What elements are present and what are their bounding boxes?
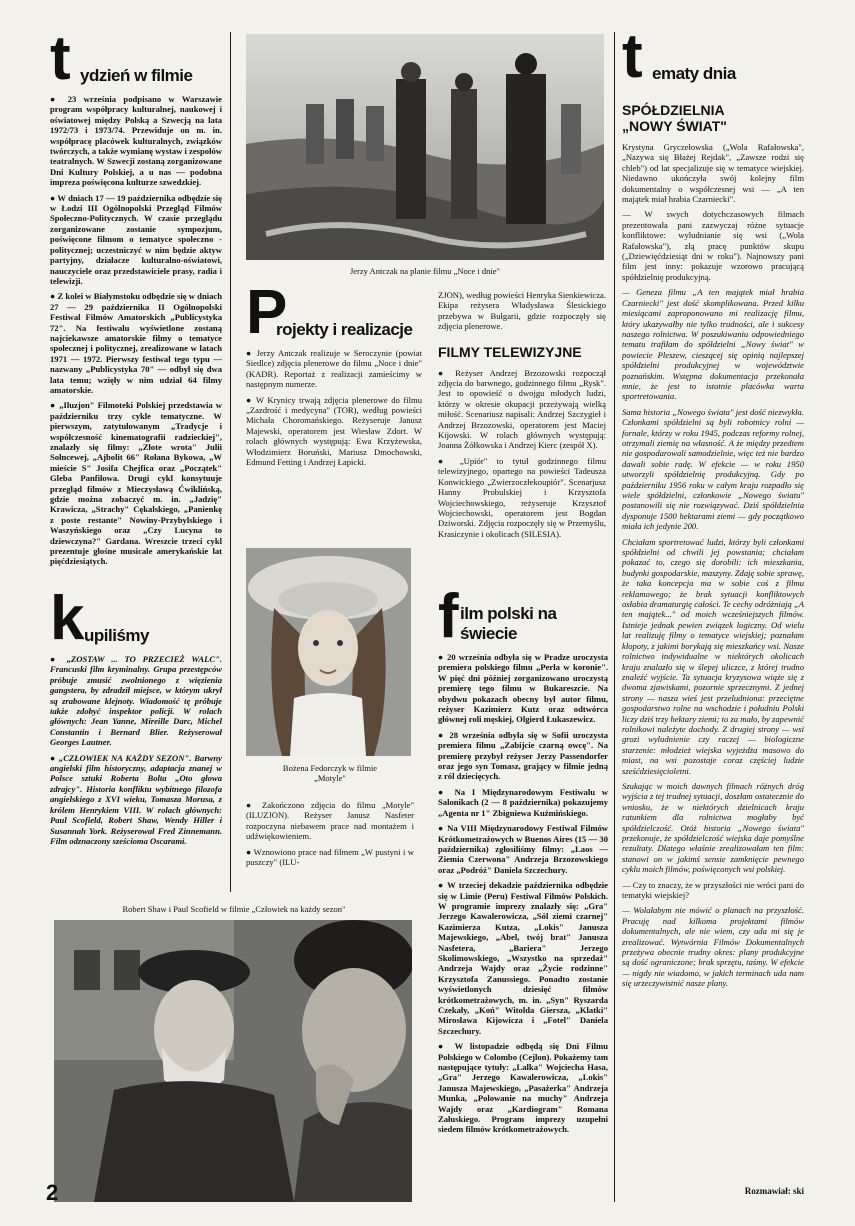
column-telewizyjne bbox=[438, 290, 606, 590]
heading-kupilismy bbox=[50, 594, 222, 654]
heading-initial: t bbox=[622, 32, 640, 91]
photo-illustration bbox=[246, 548, 411, 756]
heading-film-polski bbox=[438, 592, 608, 652]
paragraph: ZJON), według powieści Henryka Sienkiewicza. Ekipa reżysera Władysława Ślesickiego przebywa w Bułgarii, gdzie rozpoczęły się zdjęcia plenerowe. bbox=[438, 290, 606, 332]
heading-initial: f bbox=[438, 592, 456, 651]
heading-initial: k bbox=[50, 594, 82, 653]
photo-caption-motyle: Bożena Fedorczyk w filmie „Motyle" bbox=[282, 763, 378, 783]
film-polski-text bbox=[438, 652, 608, 1135]
heading-rest: upiliśmy bbox=[84, 626, 149, 645]
paragraph: ● Wznowiono prace nad filmem „W pustyni i w puszczy" (ILU- bbox=[246, 846, 414, 868]
column-kupilismy bbox=[50, 594, 222, 892]
paragraph: Krystyna Gryczełowska („Wola Rafałowska", „Nazywa się Błażej Rejdak", „Zawsze rodzi się chleb") od lat specjalizuje się w tematyce wiejskiej. Niedawno ukończyła swój kolejny film dokumentalny o współczesnej wsi — „A ten majątek miał hrabia Czarniecki". bbox=[622, 142, 804, 205]
photo-noce-i-dnie bbox=[246, 34, 604, 260]
heading-projekty bbox=[246, 288, 422, 348]
photo-illustration bbox=[246, 34, 604, 260]
column-tematy-dnia bbox=[622, 32, 804, 1182]
column-divider bbox=[614, 32, 615, 1202]
paragraph: ● „Iluzjon" Filmoteki Polskiej przedstawia w październiku trzy cykle tematyczne. W pierwszym, zatytułowanym „Tradycje i współczesność kinematografii radzieckiej", znalazły się filmy: „Złote wrota" Julii Sołncewej, „Ajbolit 66" Rołana Bykowa, „W mieście S" Josifa Chejfica oraz „Początek" Gleba Panfiłowa. Drugi cykl konsytuuje przegląd filmów z Mieczysławą Ćwiklińską, gdzie można zobaczyć m. in. „Jadzię" Krawicza, „Strachy" Cękalskiego, „Panienkę z poste restante" Nowiny-Przybylskiego i Waszyńskiego oraz „Czy Lucyna to dziewczyna?" Gardana. Wreszcie trzeci cykl prezentuje głośne musicale amerykańskie lat pięćdziesiątych. bbox=[50, 400, 222, 567]
column-projekty bbox=[246, 288, 422, 550]
paragraph: ● Jerzy Antczak realizuje w Seroczynie (powiat Siedlce) zdjęcia plenerowe do filmu „Noce i dnie" (KADR). Reportaż z realizacji zamieścimy w następnym numerze. bbox=[246, 348, 422, 390]
photo-illustration bbox=[54, 920, 412, 1202]
page-number: 2 bbox=[46, 1180, 59, 1205]
paragraph: ● „ZOSTAW ... TO PRZECIEŻ WALC". Francuski film kryminalny. Grupa przestępców próbuje zmusić zwolnionego z więzienia gangstera, by zdradził miejsce, w którym ukrył sq zrabowane klejnoty. Wiadomość tę próbuje także zdobyć inspektor policji. W rolach głównych: Jean Yanne, Mireille Darc, Michel Constantin i Bernard Blier. Reżyserował Georges Lautner. bbox=[50, 654, 222, 748]
paragraph: ● „Upiór" to tytuł godzinnego filmu telewizyjnego, opartego na powieści Tadeusza Konwickiego „Zwierzoczłekoupiór". Scenarjusz Hanny Probulskiej i Krzysztofa Wojciechowskiego, reżyseruje Krzysztof Wojciechowski, operatorem jest Bogdan Dziworski. Zdjęcia rozpoczęły się w Przemyślu, Krasiczynie i okolicach (SILESIA). bbox=[438, 455, 606, 539]
heading-rest: ematy dnia bbox=[652, 64, 736, 83]
heading-rest: ilm polski na świecie bbox=[460, 604, 557, 643]
tematy-subtitle bbox=[622, 102, 804, 134]
telewizyjne-text bbox=[438, 368, 606, 540]
tematy-text bbox=[622, 142, 804, 989]
paragraph: ● 20 września odbyła się w Pradze uroczysta premiera polskiego filmu „Perła w koronie". W pięć dni później zorganizowano uroczystą premierę tego filmu w Bukareszcie. Na obydwu pokazach obecny był autor filmu, reżyser Kazimierz Kutz oraz odtwórca głównej roli męskiej, Olgierd Łukaszewicz. bbox=[438, 652, 608, 725]
paragraph: ● W trzeciej dekadzie października odbędzie się w Limie (Peru) Festiwal Filmów Polskich. W programie imprezy znalazły się: „Gra" Jerzego Kawalerowicza, „Sól ziemi czarnej" Kazimierza Kutza, „Lokis" Janusza Majewskiego, „Abel, twój brat" Janusza Nasfetera, „Bariera" Jerzego Skolimowskiego, „Wszystko na sprzedaż" Andrzeja Wajdy oraz „Życie rodzinne" Krzysztofa Zanussiego. Ponadto zostanie wyświetlonych dziesięć filmów krótkometrażowych, m. in. „Syn" Ryszarda Czekały, „Koń" Witolda Giersza, „Klatki" Mirosława Kijowicza i „Fotel" Daniela Szczechury. bbox=[438, 880, 608, 1036]
paragraph: ● W dniach 17 — 19 października odbędzie się w Łodzi III Ogólnopolski Przegląd Filmów Społeczno-Politycznych. W czasie przeglądu zorganizowane zostanie sympozjum, poświęcone filmom o tematyce społeczno - politycznej; uczestniczyć w nim będzie aktyw partyjny, działacze kulturalno-oświatowi, nauczyciele oraz przedstawiciele prasy, radia i telewizji. bbox=[50, 192, 222, 286]
heading-initial: P bbox=[246, 288, 285, 347]
paragraph: Chciałam sportretować ludzi, którzy byli członkami spółdzielni od chwili jej powstania; chciałam pokazać to, czego się dorobili: ich mieszkania, budynki gospodarskie, maszyny. Zdaję sobie sprawę, że taka koncepcja ma w sobie coś z filmu reklamowego; że brak sytuacji konfliktowych osłabia dramaturgię całości. Te cechy odróżniają „A ten majątek..." od moich wcześniejszych filmów. Istnieje jednak pewien związek logiczny. Od wielu lat realizuję filmy o tematyce wiejskiej; poznałam kłopoty, z jakimi borykają się mieszkańcy wsi. Nasze rolnictwo indywidualne w niektórych okolicach kraju znalazło się w ślepej uliczce, z której trudno znaleźć wyjście. Ta sytuacja kryzysowa wiąże się z dwoma zjawiskami, pozornie sprzecznymi. Z jednej strony — nasza wieś jest przeludniona: przeciętne gospodarstwo rolne na wschodzie i południu Polski liczy dziś trzy hektary ziemi; to za mało, by zapewnić rolnikowi należyte dochody. Z drugiej strony — wsi grozi wyludnienie czy raczej — biologiczne starzenie: młodzież wiejska wyjeżdża masowo do miast, na wsi pozostaje coraz częściej ludzie sześćdziesięcioletni. bbox=[622, 536, 804, 776]
motyle-text bbox=[246, 800, 414, 867]
zjon-text bbox=[438, 290, 606, 332]
paragraph: ● Reżyser Andrzej Brzozowski rozpoczął zdjęcia do barwnego, godzinnego filmu „Rysk". Jest to opowieść o dwojgu młodych ludzi, którzy w okresie okupacji przeżywają wielką miłość. Scenariusz napisali: Andrzej Szczygieł i Andrzej Brzozowski, operatorem jest Maciej Kijowski. W rolach głównych występują: Joanna Żółkowska i Andrzej Kierc (zespół X). bbox=[438, 367, 606, 451]
photo-motyle bbox=[246, 548, 411, 756]
signature: Rozmawiał: ski bbox=[744, 1186, 804, 1196]
paragraph: ● Na VIII Międzynarodowy Festiwal Filmów Krótkometrażowych w Buenos Aires (15 — 30 października) zgłosiliśmy filmy: „Laos — Ziemia Czerwona" Andrzeja Brzozowskiego oraz „Podróż" Daniela Szczechury. bbox=[438, 823, 608, 875]
paragraph: — W swych dotychczasowych filmach prezentowała pani zazwyczaj różne sytuacje konfliktowe: wyludnianie się wsi („Wola Rafałowska"), złą pracę punktów skupu („Dziewięćdziesiąt dni w roku"). Najnowszy pani film jest inny: pokazuje wzorowo pracującą spółdzielnię produkcyjną. bbox=[622, 209, 804, 282]
column-tydzien bbox=[50, 34, 222, 589]
subtitle-line: „NOWY ŚWIAT" bbox=[622, 118, 727, 134]
heading-rest: ydzień w filmie bbox=[80, 66, 193, 85]
paragraph: ● W listopadzie odbędą się Dni Filmu Polskiego w Colombo (Cejlon). Pokażemy tam następujące tytuły: „Lalka" Wojciecha Hasa, „Gra" Jerzego Kawalerowicza, „Lokis" Janusza Majewskiego, „Pasażerka" Andrzeja Munka, „Polowanie na muchy" Andrzeja Wajdy oraz „Kardiogram" Romana Załuskiego. Program imprezy uzupełni siedem filmów krótkometrażowych. bbox=[438, 1041, 608, 1135]
paragraph: ● 28 września odbyła się w Sofii uroczysta premiera filmu „Zabijcie czarną owcę". Na premierę przybył reżyser Jerzy Passendorfer oraz jego syn Tomasz, grający w filmie jedną z ról dziecięcych. bbox=[438, 729, 608, 782]
paragraph: — Czy to znaczy, że w przyszłości nie wróci pani do tematyki wiejskiej? bbox=[622, 879, 804, 901]
heading-initial: t bbox=[50, 34, 68, 93]
photo-caption-noce-i-dnie: Jerzy Antczak na planie filmu „Noce i dnie" bbox=[349, 266, 501, 276]
kupilismy-text bbox=[50, 654, 222, 846]
paragraph: ● „CZŁOWIEK NA KAŻDY SEZON". Barwny angielski film historyczny, adaptacja znanej w Polsce sztuki Roberta Bolta „Oto głowa zdrajcy". Historia konfliktu wybitnego filozofa angielskiego z XVI wieku, Tomasza Morusa, z królem Henrykiem VIII. W rolach głównych: Paul Scofield, Robert Shaw, Wendy Hiller i Susannah York. Reżyserował Fred Zinnemann. Film odznaczony sześcioma Oscarami. bbox=[50, 752, 222, 846]
paragraph: ● W Krynicy trwają zdjęcia plenerowe do filmu „Zazdrość i medycyna" (TOR), według powieści Michała Choromańskiego. Reżyseruje Janusz Majewski, operatorem jest Wiesław Zdort. W rolach głównych występują: Ewa Krzyżewska, Włodzimierz Boruński, Mariusz Dmochowski, Edmund Fetting i Andrzej Łapicki. bbox=[246, 394, 422, 468]
column-film-polski bbox=[438, 592, 608, 1196]
subtitle-line: SPÓŁDZIELNIA bbox=[622, 102, 725, 118]
column-motyle bbox=[246, 800, 414, 890]
column-divider bbox=[230, 32, 231, 892]
paragraph: Szukając w moich dawnych filmach różnych dróg wyjścia z tej trudnej sytuacji, doszłam ostatecznie do wniosku, że w niektórych dzielnicach kraju ratunkiem dla rolnictwa mogłaby być spółdzielczość. Otóż historia „Nowego świata" przekonuje, że spółdzielczość wiejska daje pomyślne rezultaty. Dlatego właśnie zrealizowałam ten film: stanowi on w jakimś sensie zamknięcie pewnego cyklu moich filmów, poświęconych wsi polskiej. bbox=[622, 780, 804, 875]
paragraph: — Wolałabym nie mówić o planach na przyszłość. Pracuję nad kilkoma projektami filmów dokumentalnych, ale nie wiem, czy uda mi się je zrealizować. Wytwórnia Filmów Dokumentalnych przeżywa obecnie trudny okres: plany produkcyjne są dość ograniczone; brak sprzętu, taśmy. W efekcie — nigdy nie wiadomo, w jakich terminach uda nam się urzeczywistnić nasze plany. bbox=[622, 905, 804, 989]
projekty-text bbox=[246, 348, 422, 467]
paragraph: ● Zakończono zdjęcia do filmu „Motyle" (ILUZJON). Reżyser Janusz Nasfeter rozpoczyna niebawem prace nad montażem i udźwiękowieniem. bbox=[246, 800, 414, 842]
paragraph: ● Z kolei w Białymstoku odbędzie się w dniach 27 — 29 października II Ogólnopolski Festiwal Filmów Amatorskich „Publicystyka 72". Na festiwalu wyświetlone zostaną najciekawsze amatorskie filmy o tematyce społecznej i politycznej, zrealizowane w latach 1971 — 1972. Pierwszy festiwal tego typu — nazwany „Publicystyka 70" — odbył się dwa lata temu; wzięły w nim udział 64 filmy amatorskie. bbox=[50, 291, 222, 395]
paragraph: ● Na I Międzynarodowym Festiwalu w Salonikach (2 — 8 października) pokazujemy „Agenta nr 1" Zbigniewa Kuźmińskiego. bbox=[438, 786, 608, 818]
heading-rest: rojekty i realizacje bbox=[276, 320, 413, 339]
heading-tydzien-w-filmie bbox=[50, 34, 222, 94]
paragraph: Sama historia „Nowego świata" jest dość niezwykła. Członkami spółdzielni są byli robotnicy rolni — fornale, którzy w roku 1945, podczas reformy rolnej, otrzymali ziemię na własność. A że między przedtem nie gospodarowali samodzielnie, więc też nie bardzo dawali sobie radę. W efekcie — w roku 1950 utworzyli spółdzielnię produkcyjną. Gdy po październiku 1956 roku w całym kraju rozpadło się wiele spółdzielni, członkowie „Nowego światu" postanowili się nie rozwiązywać. Dziś spółdzielnia dysponuje 1500 hektarami ziemi — gdy początkowo miała ich jedynie 200. bbox=[622, 406, 804, 532]
paragraph: — Geneza filmu „A ten majątek miał hrabia Czarniecki" jest dość skomplikowana. Przed kilku miesiącami zaproponowano mi realizację filmu, który ukazywałby nie tylko trudności, ale i sukcesy naszego rolnictwa. W poszukiwaniu odpowiedniego tematu trafiłam do spółdzielni „Nowy świat" w powiecie Pleszew, cieszącej się opinią najlepszej spółdzielni produkcyjnej w województwie poznańskim. Wstępna dokumentacja przekonała mnie, że jest to istotnie placówka warta sportretowania. bbox=[622, 287, 804, 402]
paragraph: ● 23 września podpisano w Warszawie program współpracy kulturalnej, naukowej i oświatowej między Polską a Szwecją na lata 1972/73 i 1973/74. Przewiduje on m. in. współpracę placówek kulturalnych, związków twórczych, a także wymianę wystaw i zespołów teatralnych. W Szwecji zostaną zorganizowane Dni Kultury Polskiej, a u nas — podobna impreza poświęcona kulturze szwedzkiej. bbox=[50, 94, 222, 188]
heading-tematy-dnia bbox=[622, 32, 804, 92]
photo-czlowiek-na-kazdy-sezon bbox=[54, 920, 412, 1202]
photo-caption-czlowiek: Robert Shaw i Paul Scofield w filmie „Człowiek na każdy sezon" bbox=[122, 904, 346, 914]
tydzien-text bbox=[50, 94, 222, 567]
heading-filmy-telewizyjne: FILMY TELEWIZYJNE bbox=[438, 343, 582, 360]
